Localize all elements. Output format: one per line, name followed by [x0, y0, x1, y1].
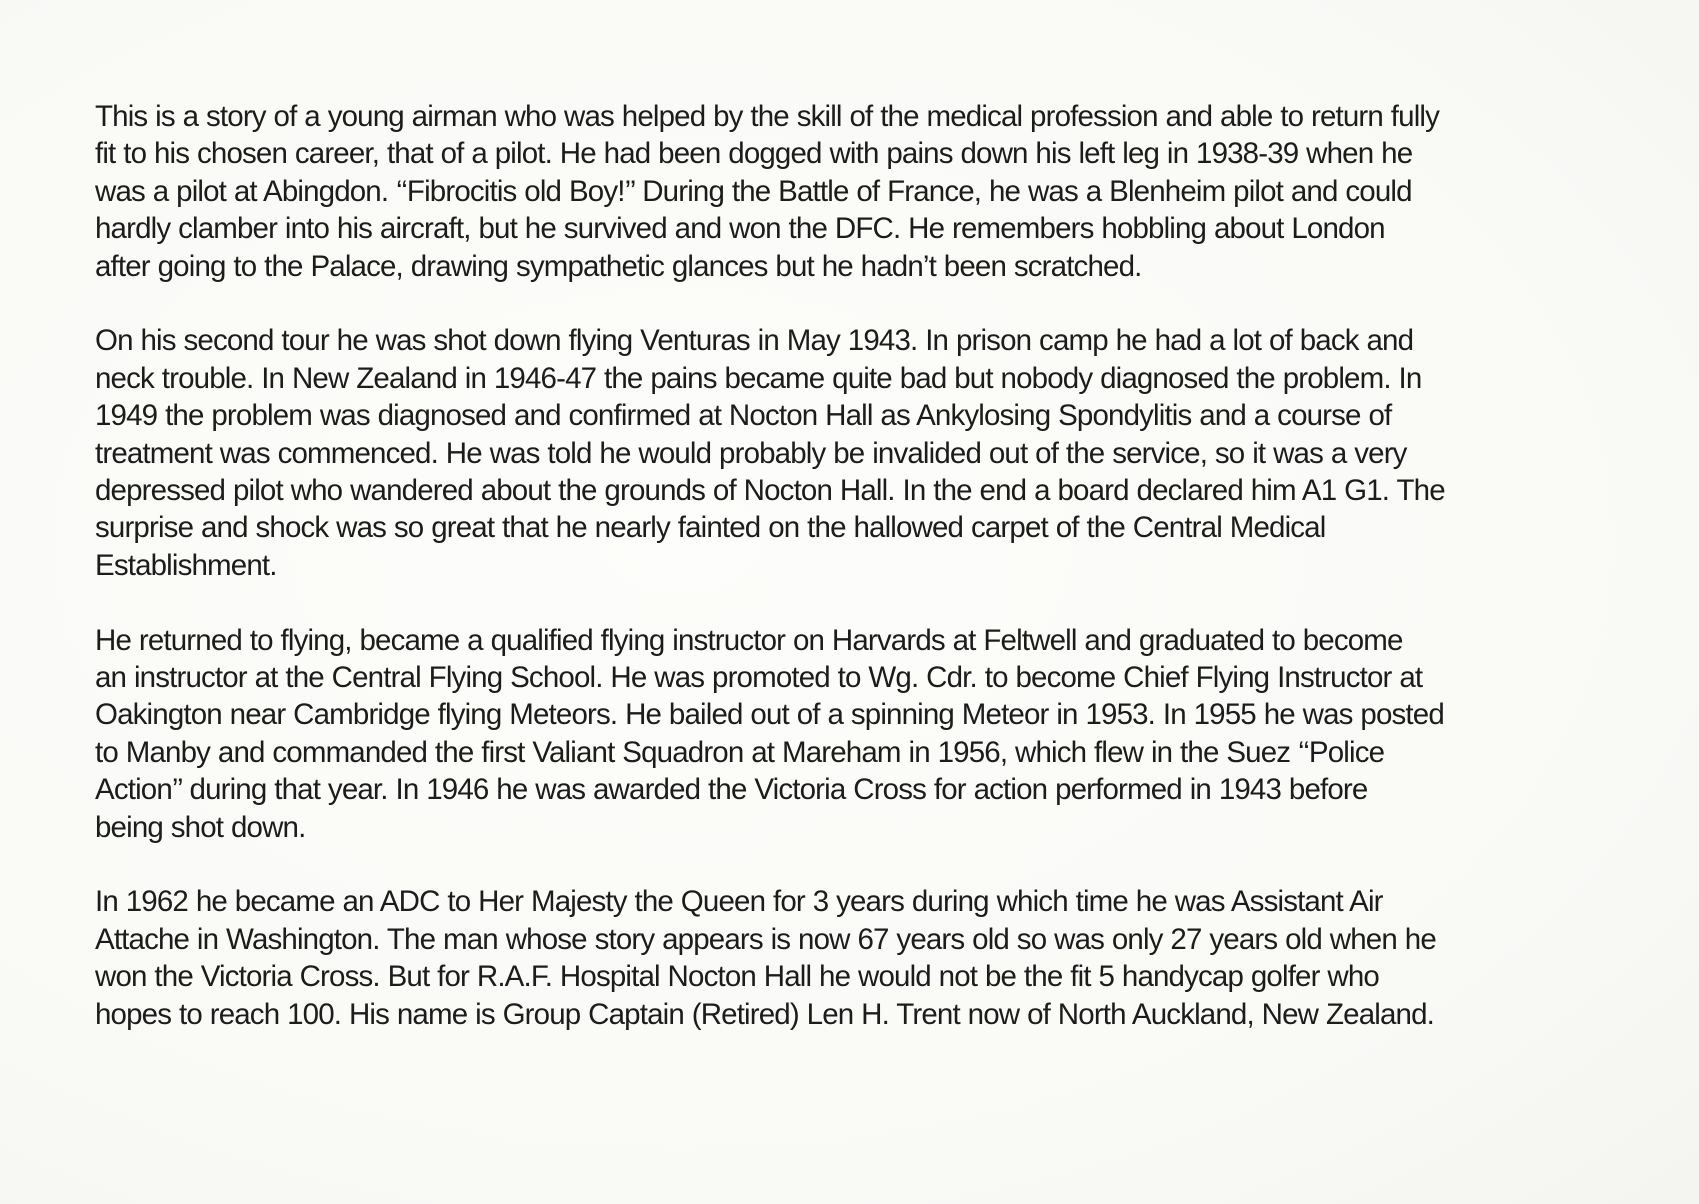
text-line: treatment was commenced. He was told he would probably be invalided out of the service, so it was a very [95, 436, 1407, 470]
paragraph-4 [95, 883, 1625, 1033]
text-line: In 1962 he became an ADC to Her Majesty the Queen for 3 years during which time he was Assistant Air [95, 885, 1383, 919]
text-line: On his second tour he was shot down flying Venturas in May 1943. In prison camp he had a lot of back and [95, 324, 1414, 358]
text-line: an instructor at the Central Flying School. He was promoted to Wg. Cdr. to become Chief Flying Instructor at [95, 661, 1423, 695]
text-line: won the Victoria Cross. But for R.A.F. Hospital Nocton Hall he would not be the fit 5 handycap golfer who [95, 960, 1379, 994]
text-line: was a pilot at Abingdon. ‘‘Fibrocitis old Boy!’’ During the Battle of France, he was a Blenheim pilot and could [95, 174, 1412, 208]
text-line: Action’’ during that year. In 1946 he was awarded the Victoria Cross for action performed in 1943 before [95, 773, 1368, 807]
text-line: Oakington near Cambridge flying Meteors. He bailed out of a spinning Meteor in 1953. In 1955 he was posted [95, 698, 1444, 732]
text-line: hardly clamber into his aircraft, but he survived and won the DFC. He remembers hobbling about London [95, 212, 1385, 246]
text-line: fit to his chosen career, that of a pilot. He had been dogged with pains down his left leg in 1938-39 when he [95, 137, 1413, 171]
document-body [95, 98, 1625, 1033]
text-line: surprise and shock was so great that he nearly fainted on the hallowed carpet of the Central Medical [95, 511, 1326, 545]
text-line: 1949 the problem was diagnosed and confirmed at Nocton Hall as Ankylosing Spondylitis and a course of [95, 399, 1392, 433]
paragraph-spacer [95, 584, 1625, 621]
text-line: to Manby and commanded the first Valiant Squadron at Mareham in 1956, which flew in the Suez ‘‘Police [95, 735, 1385, 769]
text-line: being shot down. [95, 810, 306, 844]
paragraph-1 [95, 98, 1625, 285]
text-line: Establishment. [95, 548, 277, 582]
text-line: neck trouble. In New Zealand in 1946-47 the pains became quite bad but nobody diagnosed the problem. In [95, 361, 1422, 395]
paragraph-spacer [95, 846, 1625, 883]
paragraph-3 [95, 622, 1625, 846]
paragraph-2 [95, 322, 1625, 584]
text-line: hopes to reach 100. His name is Group Captain (Retired) Len H. Trent now of North Auckland, New Zealand. [95, 997, 1434, 1031]
text-line: He returned to flying, became a qualified flying instructor on Harvards at Feltwell and graduated to become [95, 623, 1403, 657]
text-line: Attache in Washington. The man whose story appears is now 67 years old so was only 27 years old when he [95, 922, 1436, 956]
text-line: This is a story of a young airman who was helped by the skill of the medical profession and able to return fully [95, 100, 1440, 133]
text-line: after going to the Palace, drawing sympathetic glances but he hadn’t been scratched. [95, 249, 1142, 283]
paragraph-spacer [95, 285, 1625, 322]
text-line: depressed pilot who wandered about the grounds of Nocton Hall. In the end a board declared him A1 G1. The [95, 474, 1445, 508]
